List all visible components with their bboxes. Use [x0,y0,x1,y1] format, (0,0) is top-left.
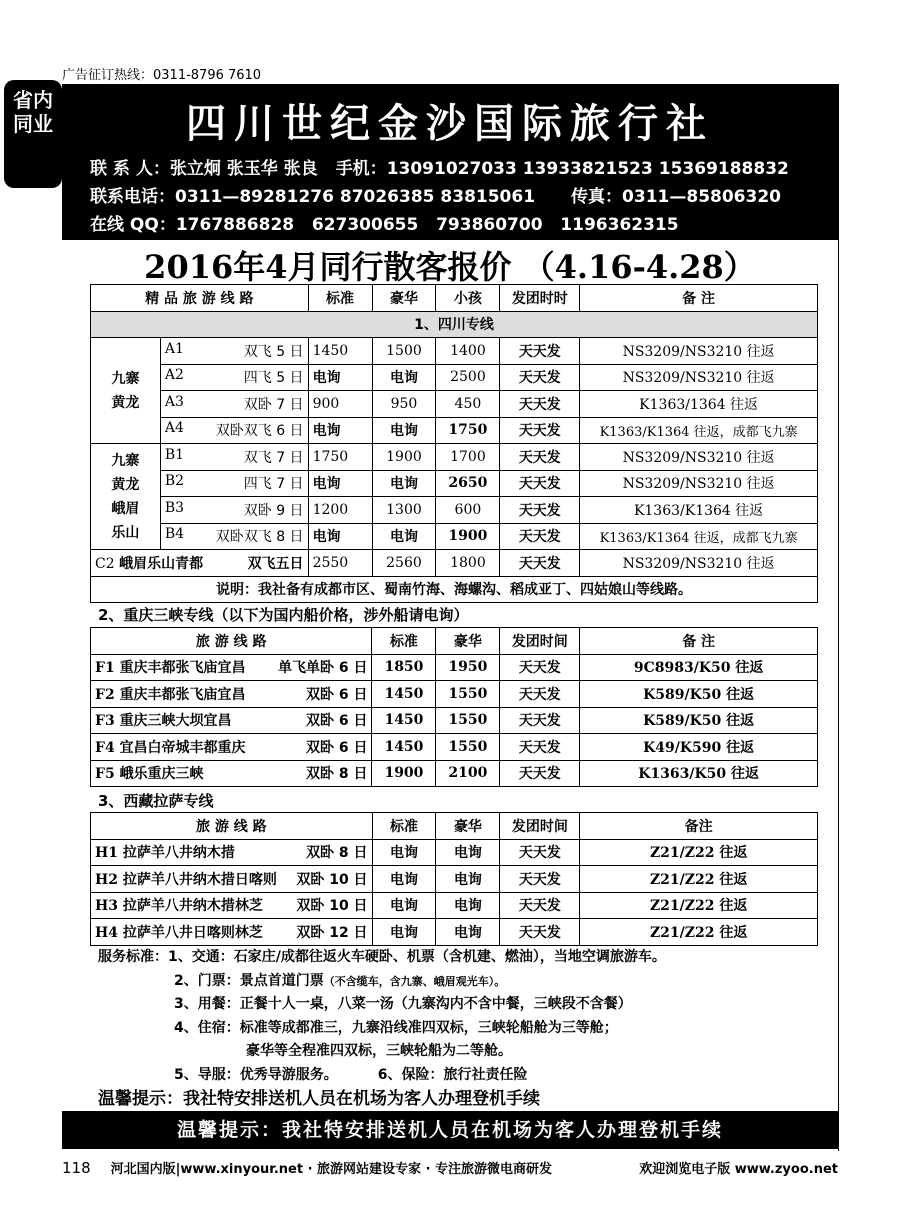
price-luxury: 1500 [372,338,436,365]
service-lodging: 4、住宿：标准等成都准三，九寨沿线准四双标，三峡轮船舱为三等舱； [174,1019,618,1036]
route-cell: B1 双飞 7 日 [160,444,308,471]
departure: 天天发 [500,497,580,524]
explain-row [91,576,818,603]
contacts-label: 联 系 人： [90,159,170,179]
price-luxury: 2560 [372,550,436,577]
price-standard: 电询 [372,866,436,893]
ad-hotline: 广告征订热线：0311-8796 7610 [62,68,262,83]
price-standard: 电询 [372,892,436,919]
price-luxury: 1550 [436,707,500,734]
departure: 天天发 [500,470,580,497]
note: K1363/1364 往返 [580,391,818,418]
service-meals: 3、用餐：正餐十人一桌，八菜一汤（九寨沟内不含中餐，三峡段不含餐） [174,996,632,1012]
route-cell: F4 宜昌白帝城丰都重庆 双卧 6 日 [91,734,372,761]
note: K49/K590 往返 [580,734,818,761]
agency-header [62,84,838,240]
price-standard: 电询 [372,919,436,946]
sichuan-price-table [90,284,818,603]
table-header-row [91,813,818,840]
col-note: 备注 [580,813,818,840]
company-name: 四川世纪金沙国际旅行社 [186,100,714,147]
price-standard: 1750 [308,444,372,471]
price-standard: 1200 [308,497,372,524]
note: Z21/Z22 往返 [580,866,818,893]
price-luxury: 电询 [372,523,436,550]
col-route: 精 品 旅 游 线 路 [91,285,309,312]
price-luxury: 1300 [372,497,436,524]
departure: 天天发 [500,681,580,708]
route-cell: H3 拉萨羊八井纳木措林芝 双卧 10 日 [91,892,373,919]
price-luxury: 电询 [436,866,500,893]
table-row [91,497,818,524]
price-child: 1700 [436,444,500,471]
price-luxury: 电询 [372,364,436,391]
note: K589/K50 往返 [580,707,818,734]
fax-label: 传真： [571,187,623,207]
price-standard: 1450 [372,707,436,734]
price-luxury: 电询 [436,892,500,919]
route-cell: A2 四飞 5 日 [160,364,308,391]
departure: 天天发 [500,523,580,550]
price-standard: 电询 [308,523,372,550]
note: NS3209/NS3210 往返 [580,364,818,391]
col-luxury: 豪华 [436,628,500,655]
fax-number: 0311—85806320 [622,187,781,207]
phone-label: 联系电话： [90,187,175,207]
route-cell: F2 重庆丰都张飞庙宜昌 双卧 6 日 [91,681,372,708]
departure: 天天发 [500,444,580,471]
service-transport: 服务标准：1、交通：石家庄/成都往返火车硬卧、机票（含机建、燃油），当地空调旅游车。 [98,949,666,965]
qq-label: 在线 QQ： [90,215,176,235]
col-departure: 发团时时 [500,285,580,312]
departure: 天天发 [500,760,580,787]
phone-line [90,182,781,207]
price-child: 1900 [436,523,500,550]
col-luxury: 豪华 [436,813,500,840]
note: K1363/K1364 往返 [580,497,818,524]
table-row [91,839,818,866]
price-luxury: 1550 [436,734,500,761]
category-tab-line2: 同业 [13,112,53,136]
note: Z21/Z22 往返 [580,839,818,866]
page-border [838,84,839,1151]
section-sichuan: 1、四川专线 [91,311,818,338]
qq-numbers: 1767886828 627300655 793860700 1196362315 [175,215,679,235]
price-standard: 1450 [308,338,372,365]
route-cell: B3 双卧 9 日 [160,497,308,524]
table-row [91,654,818,681]
route-cell: A4 双卧双飞 6 日 [160,417,308,444]
table-row [91,417,818,444]
page-number: 118 [62,1158,91,1177]
departure: 天天发 [500,338,580,365]
table-row [91,364,818,391]
route-cell: H2 拉萨羊八井纳木措日喀则 双卧 10 日 [91,866,373,893]
phone-numbers: 0311—89281276 87026385 83815061 [175,187,536,207]
col-departure: 发团时间 [500,813,580,840]
col-standard: 标准 [372,813,436,840]
col-standard: 标准 [308,285,372,312]
departure: 天天发 [500,866,580,893]
col-child: 小孩 [436,285,500,312]
route-cell: C2 峨眉乐山青都 双飞五日 [91,550,309,577]
price-luxury: 950 [372,391,436,418]
col-standard: 标准 [372,628,436,655]
note: K589/K50 往返 [580,681,818,708]
price-standard: 1450 [372,681,436,708]
group-name: 九寨 黄龙 [91,338,161,444]
table-row [91,550,818,577]
footer-publisher: 河北国内版|www.xinyour.net · 旅游网站建设专家 · 专注旅游微电商研发 [110,1162,553,1177]
price-standard: 电询 [308,470,372,497]
table-row [91,338,818,365]
warm-tip-banner: 温馨提示：我社特安排送机人员在机场为客人办理登机手续 [62,1111,838,1149]
price-standard: 电询 [308,417,372,444]
qq-line [90,210,679,235]
section-tibet-title: 3、西藏拉萨专线 [98,792,214,810]
route-cell: A3 双卧 7 日 [160,391,308,418]
table-header-row [91,285,818,312]
departure: 天天发 [500,707,580,734]
price-luxury: 电询 [436,839,500,866]
departure: 天天发 [500,892,580,919]
route-cell: A1 双飞 5 日 [160,338,308,365]
table-row [91,470,818,497]
price-standard: 电询 [308,364,372,391]
price-standard: 1850 [372,654,436,681]
category-tab [4,80,62,188]
departure: 天天发 [500,550,580,577]
departure: 天天发 [500,391,580,418]
mobile-numbers: 13091027033 13933821523 15369188832 [386,159,789,179]
footer-link[interactable]: 欢迎浏览电子版 www.zyoo.net [639,1162,838,1177]
table-row [91,866,818,893]
page-title: 2016年4月同行散客报价 （4.16-4.28） [144,248,756,286]
contacts-names: 张立炯 张玉华 张良 [169,159,318,179]
route-cell: F1 重庆丰都张飞庙宜昌 单飞单卧 6 日 [91,654,372,681]
price-child: 450 [436,391,500,418]
departure: 天天发 [500,654,580,681]
section-row [91,311,818,338]
price-standard: 1900 [372,760,436,787]
explain-text: 说明：我社备有成都市区、蜀南竹海、海螺沟、稻成亚丁、四姑娘山等线路。 [91,576,818,603]
departure: 天天发 [500,734,580,761]
table-header-row [91,628,818,655]
table-row [91,760,818,787]
price-standard: 900 [308,391,372,418]
route-cell: H1 拉萨羊八井纳木措 双卧 8 日 [91,839,373,866]
note: Z21/Z22 往返 [580,919,818,946]
price-child: 600 [436,497,500,524]
price-luxury: 1900 [372,444,436,471]
price-child: 2500 [436,364,500,391]
tibet-price-table [90,812,818,946]
service-guide-insurance: 5、导服：优秀导游服务。 6、保险：旅行社责任险 [174,1066,528,1083]
col-luxury: 豪华 [372,285,436,312]
price-child: 1750 [436,417,500,444]
note: NS3209/NS3210 往返 [580,444,818,471]
service-tickets: 2、门票：景点首道门票（不含缆车，含九寨、峨眉观光车）。 [174,972,506,989]
chongqing-price-table [90,627,818,787]
table-row [91,391,818,418]
note: NS3209/NS3210 往返 [580,338,818,365]
col-note: 备 注 [580,628,818,655]
table-row [91,707,818,734]
table-row [91,734,818,761]
note: NS3209/NS3210 往返 [580,470,818,497]
note: K1363/K1364 往返，成都飞九寨 [580,417,818,444]
category-tab-line1: 省内 [13,88,53,112]
departure: 天天发 [500,839,580,866]
price-standard: 电询 [372,839,436,866]
route-cell: H4 拉萨羊八井日喀则林芝 双卧 12 日 [91,919,373,946]
col-note: 备 注 [580,285,818,312]
route-cell: B4 双卧双飞 8 日 [160,523,308,550]
page-footer [62,1158,838,1177]
service-standards [98,946,666,1087]
route-cell: F5 峨乐重庆三峡 双卧 8 日 [91,760,372,787]
departure: 天天发 [500,417,580,444]
note: 9C8983/K50 往返 [580,654,818,681]
price-standard: 1450 [372,734,436,761]
col-departure: 发团时间 [500,628,580,655]
table-row [91,892,818,919]
col-route: 旅 游 线 路 [91,628,372,655]
contacts-line [90,154,789,179]
price-luxury: 电询 [372,470,436,497]
table-row [91,523,818,550]
price-luxury: 电询 [372,417,436,444]
price-standard: 2550 [308,550,372,577]
mobile-label: 手机： [335,159,387,179]
price-child: 1800 [436,550,500,577]
price-luxury: 电询 [436,919,500,946]
route-cell: B2 四飞 7 日 [160,470,308,497]
price-luxury: 2100 [436,760,500,787]
note: K1363/K50 往返 [580,760,818,787]
price-luxury: 1550 [436,681,500,708]
note: Z21/Z22 往返 [580,892,818,919]
section-chongqing-title: 2、重庆三峡专线（以下为国内船价格，涉外船请电询） [98,606,469,624]
departure: 天天发 [500,919,580,946]
note: K1363/K1364 往返，成都飞九寨 [580,523,818,550]
price-child: 1400 [436,338,500,365]
price-child: 2650 [436,470,500,497]
table-row [91,681,818,708]
service-lodging-luxury: 豪华等全程准四双标，三峡轮船为二等舱。 [246,1043,512,1059]
col-route: 旅 游 线 路 [91,813,373,840]
note: NS3209/NS3210 往返 [580,550,818,577]
warm-tip: 温馨提示：我社特安排送机人员在机场为客人办理登机手续 [98,1089,540,1109]
route-cell: F3 重庆三峡大坝宜昌 双卧 6 日 [91,707,372,734]
departure: 天天发 [500,364,580,391]
group-name: 九寨 黄龙 峨眉 乐山 [91,444,161,550]
table-row [91,444,818,471]
table-row [91,919,818,946]
price-luxury: 1950 [436,654,500,681]
